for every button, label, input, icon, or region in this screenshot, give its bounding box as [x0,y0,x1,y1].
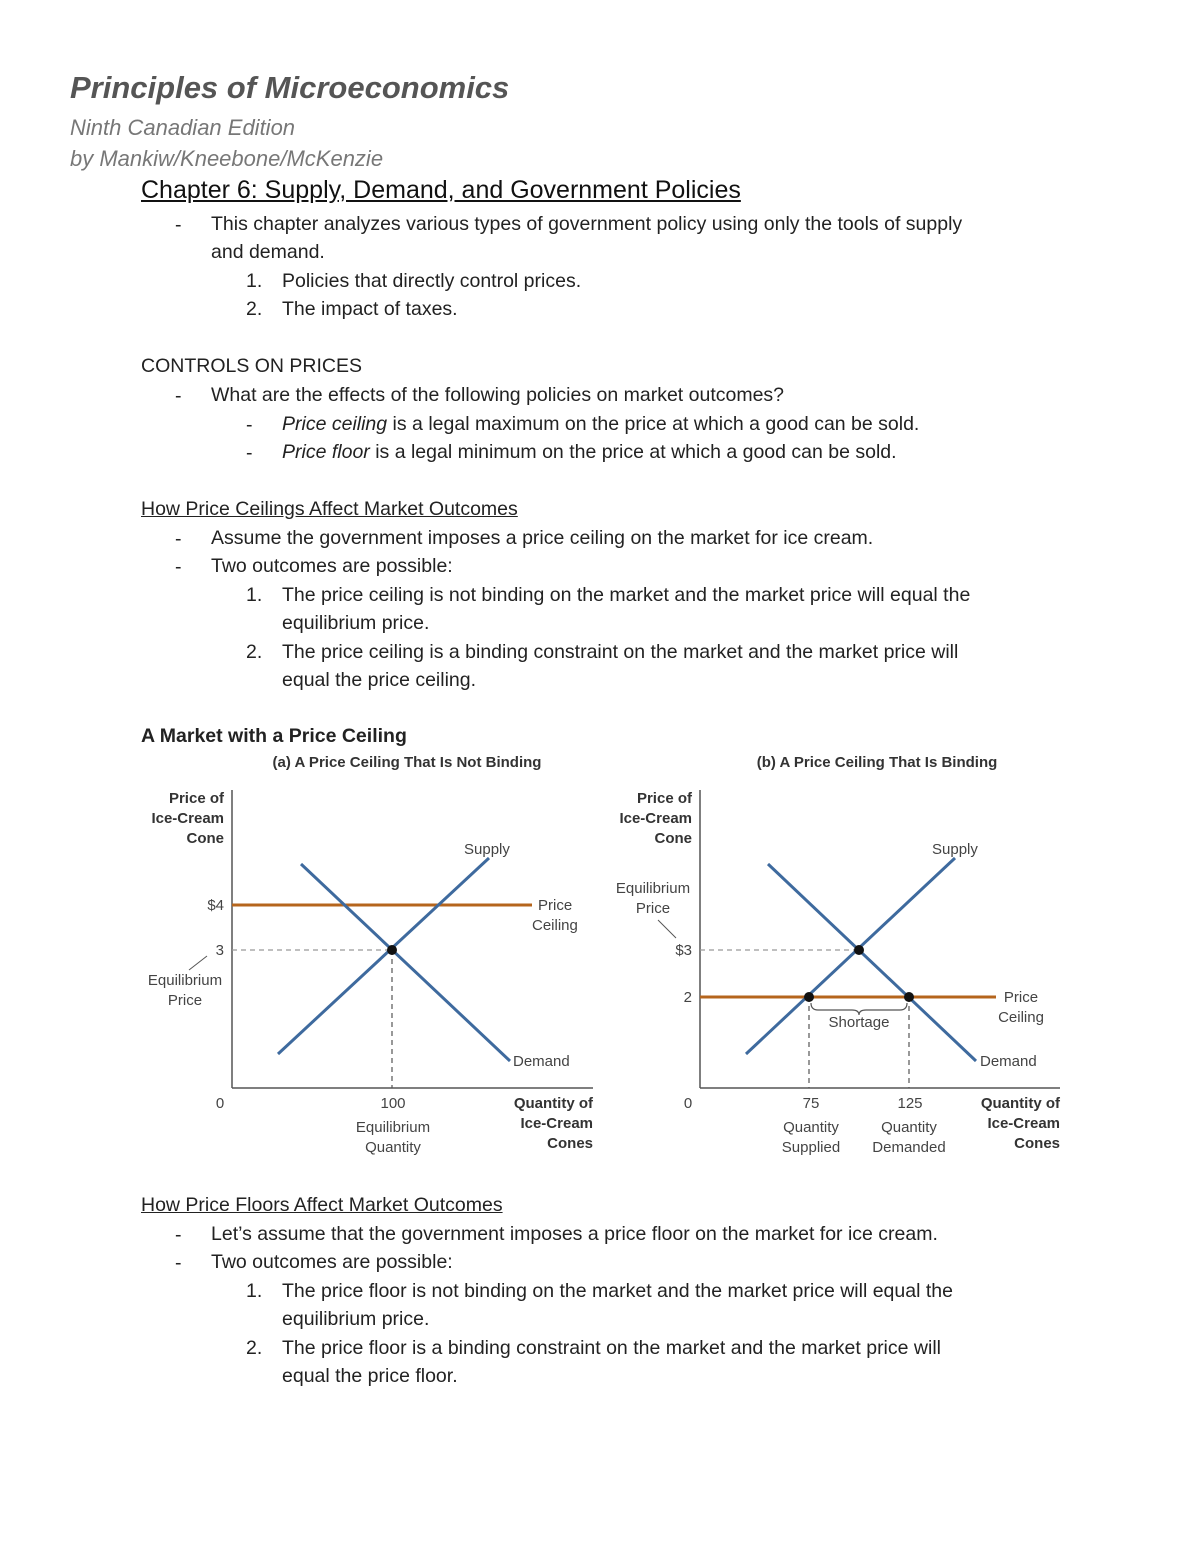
section-heading-ceilings: How Price Ceilings Affect Market Outcomes [141,498,518,520]
panel-b-demand-curve [768,864,976,1061]
intro-line1: This chapter analyzes various types of government policy using only the tools of supply [211,213,963,235]
figure-title: A Market with a Price Ceiling [141,725,407,747]
panel-b-qd-label-2: Demanded [872,1139,946,1156]
bullet-dash: - [175,1252,182,1274]
panel-a-tick-3: 3 [215,942,224,959]
book-title: Principles of Microeconomics [70,70,510,105]
panel-b-qd-point [904,992,914,1002]
section-heading-floors: How Price Floors Affect Market Outcomes [141,1194,503,1216]
list-number: 2. [246,298,263,320]
bullet-dash: - [175,528,182,550]
controls-question: What are the effects of the following policies on market outcomes? [211,384,785,406]
bullet-dash: - [175,214,182,236]
list-item: Policies that directly control prices. [282,270,582,292]
floors-outcome1-line1: The price floor is not binding on the market and the market price will equal the [282,1280,953,1302]
panel-a-supply-curve [278,858,489,1054]
floors-outcome1-line2: equilibrium price. [282,1308,430,1330]
panel-b-ylabel-3: Cone [654,830,692,847]
panel-b-eq-price-label-1: Equilibrium [615,880,691,897]
panel-a-eq-price-label-1: Equilibrium [147,972,223,989]
panel-b-qs-point [804,992,814,1002]
ceiling-definition: Price ceiling is a legal maximum on the price at which a good can be sold. [282,413,920,435]
panel-a-demand-curve [301,864,510,1061]
panel-b-qd-label-1: Quantity [881,1119,937,1136]
ceilings-bullet1: Assume the government imposes a price ceiling on the market for ice cream. [211,527,874,549]
panel-a-eq-qty-label-2: Quantity [365,1139,421,1156]
list-number: 1. [246,584,263,606]
ceilings-outcome2-line2: equal the price ceiling. [282,669,477,691]
panel-a-eq-qty-label-1: Equilibrium [355,1119,431,1136]
panel-b-eq-price-label-2: Price [635,900,671,917]
floors-bullet1: Let’s assume that the government imposes a price floor on the market for ice cream. [211,1223,938,1245]
panel-b-xlabel-2: Ice-Cream [987,1115,1060,1132]
panel-b-xlabel-3: Cones [1014,1135,1060,1152]
panel-b-origin: 0 [683,1095,693,1112]
price-ceiling-figure [130,750,1080,1170]
floor-definition: Price floor is a legal minimum on the price at which a good can be sold. [282,441,897,463]
floors-outcome2-line2: equal the price floor. [282,1365,458,1387]
panel-a-supply-label: Supply [464,841,510,858]
panel-b-xlabel-1: Quantity of [980,1095,1060,1112]
panel-b-title: (b) A Price Ceiling That Is Binding [756,754,998,771]
list-item: The impact of taxes. [282,298,458,320]
panel-a-eq-price-pointer [189,956,207,970]
panel-b-demand-label: Demand [980,1053,1037,1070]
panel-b-tick-3: $3 [675,942,692,959]
panel-a-ceiling-label-2: Ceiling [532,917,578,934]
chapter-title: Chapter 6: Supply, Demand, and Government Policies [141,176,741,204]
panel-b-ylabel-1: Price of [636,790,692,807]
panel-b-ceiling-label-1: Price [1003,989,1039,1006]
panel-a-xlabel-1: Quantity of [513,1095,593,1112]
panel-a-ylabel-3: Cone [186,830,224,847]
panel-b-tick-125: 125 [897,1095,923,1112]
panel-a-ylabel-2: Ice-Cream [151,810,224,827]
panel-b-ceiling-label-2: Ceiling [998,1009,1044,1026]
panel-a-demand-label: Demand [513,1053,570,1070]
bullet-dash: - [175,385,182,407]
floors-outcome2-line1: The price floor is a binding constraint on the market and the market price will [282,1337,941,1359]
panel-a-tick-4: $4 [207,897,224,914]
panel-b-tick-75: 75 [802,1095,820,1112]
bullet-dash: - [246,414,253,436]
floors-bullet2: Two outcomes are possible: [211,1251,453,1273]
panel-a-eq-price-label-2: Price [167,992,203,1009]
panel-b-equilibrium-point [854,945,864,955]
panel-a-ylabel-1: Price of [168,790,224,807]
panel-b-qs-label-1: Quantity [783,1119,839,1136]
list-number: 2. [246,641,263,663]
bullet-dash: - [246,442,253,464]
panel-b-eq-price-pointer [658,920,676,938]
panel-b-qs-label-2: Supplied [781,1139,841,1156]
panel-a-ceiling-label-1: Price [538,897,573,914]
list-number: 1. [246,270,263,292]
intro-line2: and demand. [211,241,325,263]
edition: Ninth Canadian Edition [70,115,296,140]
panel-b-tick-2: 2 [683,989,692,1006]
authors: by Mankiw/Kneebone/McKenzie [70,146,384,171]
bullet-dash: - [175,1224,182,1246]
ceilings-bullet2: Two outcomes are possible: [211,555,453,577]
ceilings-outcome2-line1: The price ceiling is a binding constraint on the market and the market price will [282,641,959,663]
panel-a-tick-100: 100 [380,1095,406,1112]
panel-b-supply-label: Supply [932,841,978,858]
bullet-dash: - [175,556,182,578]
panel-b-ylabel-2: Ice-Cream [619,810,692,827]
panel-a-xlabel-2: Ice-Cream [520,1115,593,1132]
panel-a-xlabel-3: Cones [547,1135,593,1152]
list-number: 2. [246,1337,263,1359]
section-heading-controls: CONTROLS ON PRICES [141,355,363,377]
list-number: 1. [246,1280,263,1302]
panel-a-equilibrium-point [387,945,397,955]
panel-a-title: (a) A Price Ceiling That Is Not Binding [272,754,542,771]
ceilings-outcome1-line2: equilibrium price. [282,612,430,634]
panel-a-origin: 0 [215,1095,225,1112]
panel-b-shortage-label: Shortage [828,1014,890,1031]
ceilings-outcome1-line1: The price ceiling is not binding on the market and the market price will equal the [282,584,971,606]
